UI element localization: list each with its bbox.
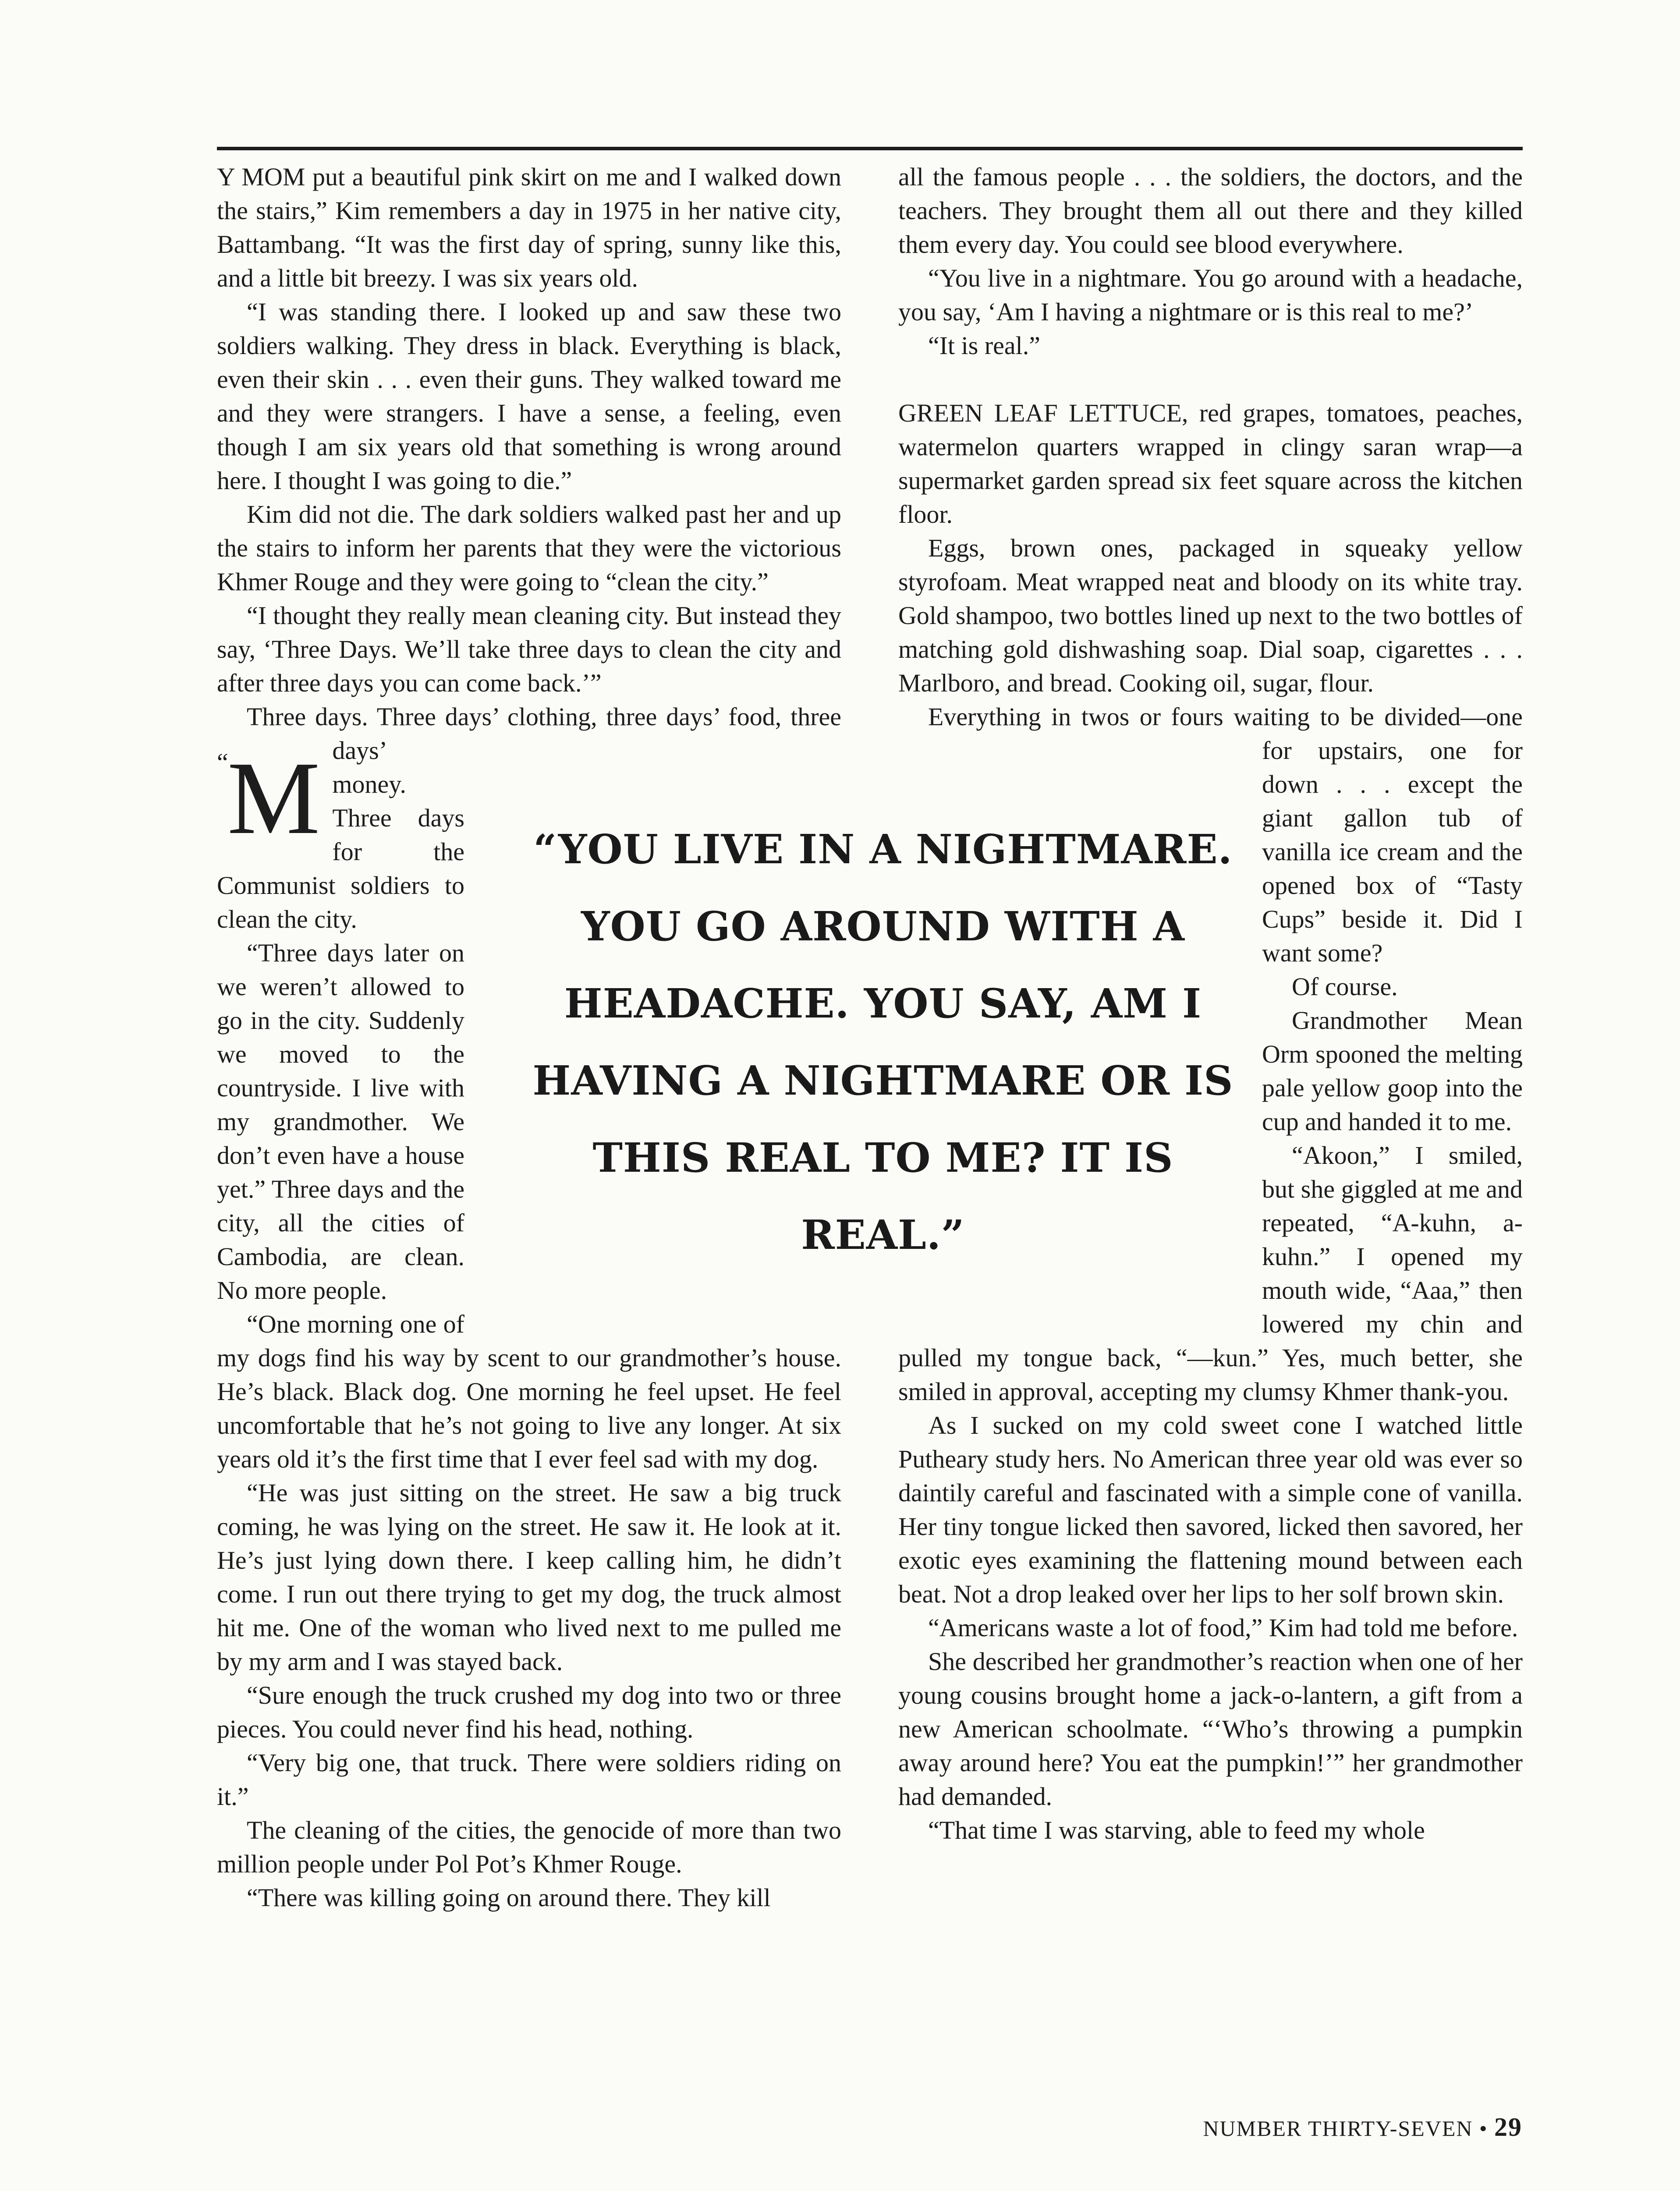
right-para-10: “Americans waste a lot of food,” Kim had told me before. <box>928 1613 1518 1642</box>
left-para-8: “Sure enough the truck crushed my dog into two or three pieces. You could never find his head, nothing. <box>217 1681 841 1743</box>
page-footer <box>1203 2112 1522 2142</box>
right-para-3: GREEN LEAF LETTUCE, red grapes, tomatoes, peaches, watermelon quarters wrapped in clingy saran wrap—a supermarket garden spread six feet square across the kitchen floor. <box>898 399 1523 528</box>
left-para-7: “He was just sitting on the street. He saw a big truck coming, he was lying on the street. He saw it. He look at it. He’s just lying down there. I keep calling him, he didn’t come. I run out there trying to get my dog, the truck almost hit me. One of the woman who lived next to me pulled me by my arm and I was stayed back. <box>217 1478 841 1676</box>
right-para-0: all the famous people . . . the soldiers, the doctors, and the teachers. They brought them all out there and they killed them every day. You could see blood everywhere. <box>898 163 1523 259</box>
left-para-5: “Three days later on we weren’t allowed to go in the city. Suddenly we moved to the countryside. I live with my grandmother. We don’t even have a house yet.” Three days and the city, all the cities of Cambodia, are clean. No more people. <box>217 939 464 1305</box>
left-para-0: “ M Y MOM put a beautiful pink skirt on me and I walked down the stairs,” Kim remembers a day in 1975 in her native city, Battambang. “It was the first day of spring, sunny like this, and a little bit breezy. I was six years old. <box>217 163 841 856</box>
right-para-2: “It is real.” <box>928 331 1041 360</box>
pull-quote: “YOU LIVE IN A NIGHTMARE. YOU GO AROUND WITH A HEADACHE. YOU SAY, AM I HAVING A NIGHTMARE OR IS THIS REAL TO ME? IT IS REAL.” <box>532 826 1233 1259</box>
left-para-6: “One morning one of my dogs find his way by scent to our grandmother’s house. He’s black. Black dog. One morning he feel upset. He feel uncomfortable that he’s not going to live any longer. At six years old it’s the first time that I ever feel sad with my dog. <box>217 1310 841 1473</box>
right-para-7: Grandmother Mean Orm spooned the melting pale yellow goop into the cup and handed it to me. <box>1262 1006 1523 1136</box>
right-para-12: “That time I was starving, able to feed my whole <box>928 1816 1425 1844</box>
left-para-3: “I thought they really mean cleaning city. But instead they say, ‘Three Days. We’ll take three days to clean the city and after three days you can come back.’” <box>217 601 841 697</box>
drop-cap: M <box>227 741 320 856</box>
page-number: 29 <box>1494 2113 1522 2141</box>
left-para-9: “Very big one, that truck. There were soldiers riding on it.” <box>217 1748 841 1811</box>
right-para-9: As I sucked on my cold sweet cone I watched little Putheary study hers. No American three year old was ever so daintily careful and fascinated with a simple cone of vanilla. Her tiny tongue licked then savored, licked then savored, her exotic eyes examining the flattening mound between each beat. Not a drop leaked over her lips to her solf brown skin. <box>898 1411 1523 1608</box>
left-para-2: Kim did not die. The dark soldiers walked past her and up the stairs to inform her parents that they were the victorious Khmer Rouge and they were going to “clean the city.” <box>217 500 841 596</box>
left-para-1: “I was standing there. I looked up and saw these two soldiers walking. They dress in black. Everything is black, even their skin . . . even their guns. They walked toward me and they were strangers. I have a sense, a feeling, even though I am six years old that something is wrong around here. I thought I was going to die.” <box>217 298 841 495</box>
right-para-8: “Akoon,” I smiled, but she giggled at me and repeated, “A-kuhn, a-kuhn.” I opened my mouth wide, “Aaa,” then lowered my chin and pulled my tongue back, “—kun.” Yes, much better, she smiled in approval, accepting my clumsy Khmer thank-you. <box>898 1141 1523 1406</box>
left-para-4: Three days. Three days’ clothing, three days’ food, three days’ money. Three days for the Communist soldiers to clean the city. <box>217 702 841 933</box>
open-quote: “ <box>217 748 228 776</box>
left-para-10: The cleaning of the cities, the genocide of more than two million people under Pol Pot’s Khmer Rouge. <box>217 1816 841 1878</box>
right-para-6: Of course. <box>1292 972 1398 1001</box>
right-para-5: Everything in twos or fours waiting to be divided—one for upstairs, one for down . . . except the giant gallon tub of vanilla ice cream and the opened box of “Tasty Cups” beside it. Did I want some? <box>928 702 1523 967</box>
right-para-1: “You live in a nightmare. You go around with a headache, you say, ‘Am I having a nightmare or is this real to me?’ <box>898 264 1523 326</box>
footer-label: NUMBER THIRTY-SEVEN • <box>1203 2116 1488 2141</box>
right-para-11: She described her grandmother’s reaction when one of her young cousins brought home a jack-o-lantern, a gift from a new American schoolmate. “‘Who’s throwing a pumpkin away around here? You eat the pumpkin!’” her grandmother had demanded. <box>898 1647 1523 1811</box>
right-para-4: Eggs, brown ones, packaged in squeaky yellow styrofoam. Meat wrapped neat and bloody on its white tray. Gold shampoo, two bottles lined up next to the two bottles of matching gold dishwashing soap. Dial soap, cigarettes . . . Marlboro, and bread. Cooking oil, sugar, flour. <box>898 534 1523 697</box>
top-rule <box>217 147 1523 150</box>
left-para-11: “There was killing going on around there. They kill <box>247 1883 771 1912</box>
